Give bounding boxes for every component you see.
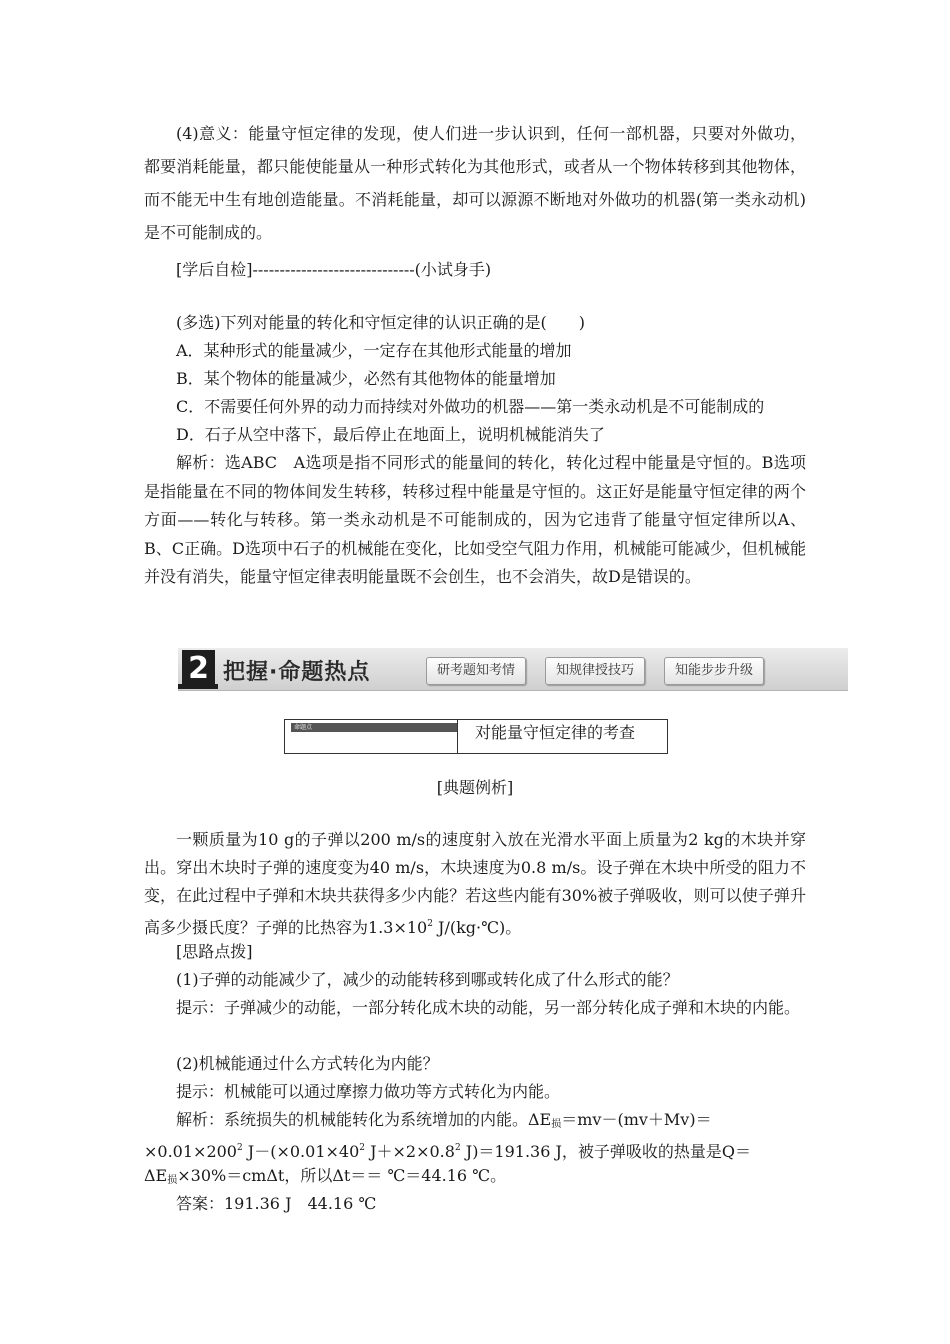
problem-unit: J/(kg·℃)。 [432,918,522,937]
meaning-paragraph: (4)意义：能量守恒定律的发现，使人们进一步认识到，任何一部机器，只要对外做功，都要消耗能量，都只能使能量从一种形式转化为其他形式，或者从一个物体转移到其他物体，而不能无中生有地创造能量。不消耗能量，却可以源源不断地对外做功的机器(第一类永动机)是不可能制成的。 [144,124,806,242]
hint-answer-1: 提示：子弹减少的动能，一部分转化成木块的动能，另一部分转化成子弹和木块的内能。 [176,998,801,1017]
solution-term-4: J)＝191.36 J，被子弹吸收的热量是Q＝ [460,1142,752,1161]
topic-title: 对能量守恒定律的考查 [475,723,636,742]
solution-subscript-2: 损 [167,1175,178,1186]
hint-header: [思路点拨] [176,942,253,961]
banner-title: 把握·命题热点 [223,660,371,685]
analysis-paragraph: 解析：选ABC A选项是指不同形式的能量间的转化，转化过程中能量是守恒的。B选项是指能量在不同的物体间发生转移，转移过程中能量是守恒的。这正好是能量守恒定律的两个方面——转化与转移。第一类永动机是不可能制成的，因为它违背了能量守恒定律所以A、B、C正确。D选项中石子的机械能在变化，比如受空气阻力作用，机械能可能减少，但机械能并没有消失，能量守恒定律表明能量既不会创生，也不会消失，故D是错误的。 [144,453,806,586]
option-d: D．石子从空中落下，最后停止在地面上，说明机械能消失了 [176,425,605,444]
self-check-header: [学后自检]------------------------------(小试身手) [176,260,492,279]
problem-text: 一颗质量为10 g的子弹以200 m/s的速度射入放在光滑水平面上质量为2 kg的木块并穿出。穿出木块时子弹的速度变为40 m/s，木块速度为0.8 m/s。设子弹在木块中所受的阻力不变，在此过程中子弹和木块共获得多少内能？若这些内能有30%被子弹吸收，则可以使子弹升高多少摄氏度？子弹的比热容为1.3×10 [144,830,806,937]
tab-step-upgrade[interactable]: 知能步步升级 [664,657,764,685]
topic-label-cell [285,720,458,753]
exponent-3: 2 [454,1143,461,1153]
topic-label: 命题点 [291,723,457,732]
banner-number: 2 [182,650,215,688]
solution-term-1: ×0.01×200 [144,1142,237,1161]
solution-lead: 解析：系统损失的机械能转化为系统增加的内能。ΔE [176,1110,552,1129]
solution-equation: ＝mv－(mv＋Mv)＝ [561,1110,712,1129]
hint-question-2: (2)机械能通过什么方式转化为内能？ [176,1054,439,1073]
solution-delta-e: ΔE [144,1166,168,1185]
exponent-2: 2 [359,1143,365,1153]
answer-line: 答案：191.36 J 44.16 ℃ [176,1194,377,1213]
hint-answer-2: 提示：机械能可以通过摩擦力做功等方式转化为内能。 [176,1082,561,1101]
option-b: B．某个物体的能量减少，必然有其他物体的能量增加 [176,369,556,388]
option-a: A．某种形式的能量减少，一定存在其他形式能量的增加 [176,341,572,360]
exponent-1: 2 [236,1143,243,1153]
tab-research-exam[interactable]: 研考题知考情 [426,657,526,685]
solution-result: ×30%＝cmΔt，所以Δt＝＝ ℃＝44.16 ℃。 [177,1166,507,1185]
problem-paragraph [144,826,806,942]
example-header: [典题例析] [436,778,514,797]
problem-exponent: 2 [427,919,433,929]
topic-box [284,719,668,754]
tab-rules-skills[interactable]: 知规律授技巧 [545,657,645,685]
question-text: (多选)下列对能量的转化和守恒定律的认识正确的是( ) [176,313,585,332]
option-c: C．不需要任何外界的动力而持续对外做功的机器——第一类永动机是不可能制成的 [176,397,765,416]
solution-term-2: J－(×0.01×40 [242,1142,360,1161]
hint-question-1: (1)子弹的动能减少了，减少的动能转移到哪或转化成了什么形式的能？ [176,970,679,989]
solution-subscript: 损 [551,1119,562,1130]
section-banner [178,648,848,691]
solution-term-3: J＋×2×0.8 [365,1142,455,1161]
